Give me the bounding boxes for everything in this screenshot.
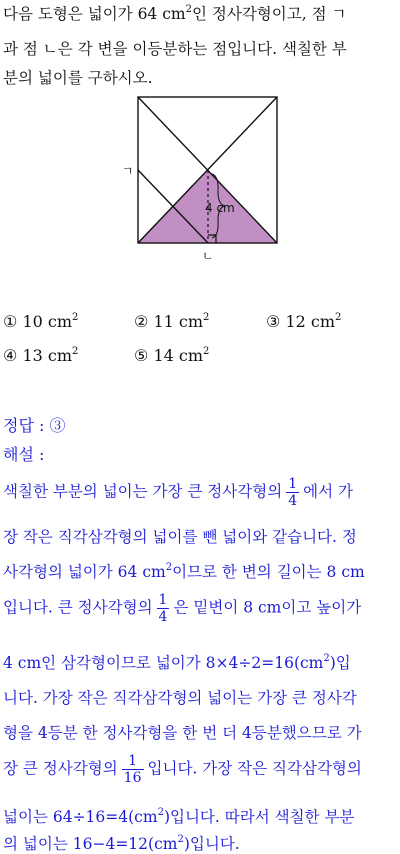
fraction-one-quarter: $\frac{1}{4}$: [158, 592, 168, 626]
explanation-line-4: 입니다. 큰 정사각형의 $\frac{1}{4}$ 은 밑변이 8 cm이고 높이가: [3, 592, 362, 626]
choice-5[interactable]: ⑤ 14 $cm^2$: [134, 346, 210, 365]
explanation-line-2: 장 작은 직각삼각형의 넓이를 뺀 넓이와 같습니다. 정: [3, 528, 357, 546]
question-line-2: 과 점 ㄴ은 각 변을 이등분하는 점입니다. 색칠한 부: [3, 40, 347, 58]
choice-1[interactable]: ① 10 $cm^2$: [3, 312, 79, 331]
explanation-line-7: 형을 4등분 한 정사각형을 한 번 더 4등분했으므로 가: [3, 724, 362, 742]
question-line-1: 다음 도형은 넓이가 64 $cm^2$인 정사각형이고, 점 ㄱ: [3, 4, 347, 23]
fraction-one-quarter: $\frac{1}{4}$: [288, 476, 298, 510]
explanation-line-1: 색칠한 부분의 넓이는 가장 큰 정사각형의 $\frac{1}{4}$ 에서 가: [3, 476, 353, 510]
choice-4[interactable]: ④ 13 $cm^2$: [3, 346, 79, 365]
point-label-bottom: ㄴ: [202, 249, 214, 263]
explanation-line-9: 넓이는 $64\div 16=4(cm^2)$입니다. 따라서 색칠한 부분: [3, 807, 355, 826]
square-figure: [0, 0, 400, 300]
fraction-one-sixteenth: $\frac{1}{16}$: [123, 753, 142, 787]
explanation-label: 해설 :: [3, 445, 45, 464]
choice-3[interactable]: ③ 12 $cm^2$: [266, 312, 342, 331]
choice-2[interactable]: ② 11 $cm^2$: [134, 312, 210, 331]
explanation-line-5: 4 cm인 삼각형이므로 넓이가 $8\times 4\div 2=16(cm^2)$입: [3, 653, 351, 672]
explanation-line-3: 사각형의 넓이가 64 $cm^2$이므로 한 변의 길이는 8 cm: [3, 562, 365, 581]
explanation-line-8: 장 큰 정사각형의 $\frac{1}{16}$ 입니다. 가장 작은 직각삼각형의: [3, 753, 362, 787]
explanation-line-6: 니다. 가장 작은 직각삼각형의 넓이는 가장 큰 정사각: [3, 689, 357, 707]
explanation-line-10: 의 넓이는 $16-4=12(cm^2)$입니다.: [3, 834, 240, 853]
height-label: 4 cm: [205, 201, 235, 215]
answer-label: 정답 : ③: [3, 416, 66, 435]
point-label-top: ㄱ: [122, 164, 134, 178]
question-line-3: 분의 넓이를 구하시오.: [3, 69, 153, 87]
